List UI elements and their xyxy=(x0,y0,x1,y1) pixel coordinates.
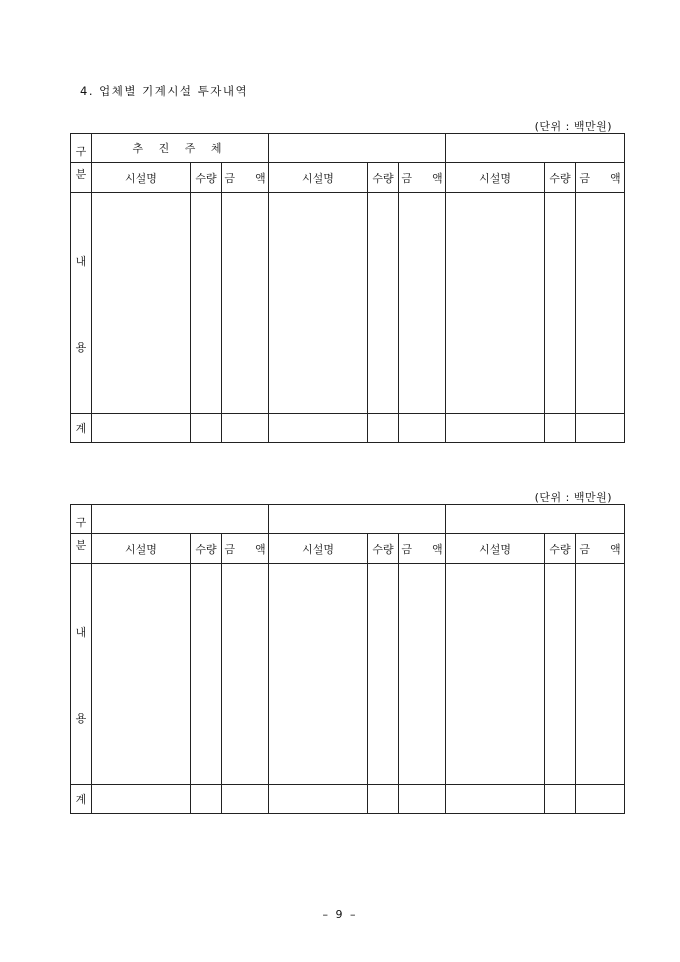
column-header-facility: 시설명 xyxy=(92,534,191,564)
column-header-qty: 수량 xyxy=(368,534,399,564)
group-header-cell xyxy=(92,505,269,534)
side-label-yong: 용 xyxy=(75,341,87,354)
page-number: – 9 – xyxy=(322,908,358,921)
group-header-cell: 추 진 주 체 xyxy=(92,134,269,163)
side-label-nae: 내 xyxy=(75,626,87,639)
content-cell xyxy=(545,193,576,414)
content-cell xyxy=(92,193,191,414)
content-cell xyxy=(92,564,191,785)
total-cell xyxy=(222,414,269,443)
investment-table-1 xyxy=(70,133,625,443)
content-cell xyxy=(399,193,446,414)
column-header-amount: 금 액 xyxy=(399,534,446,564)
content-cell xyxy=(446,193,545,414)
column-header-facility: 시설명 xyxy=(92,163,191,193)
total-cell xyxy=(269,414,368,443)
group-header-cell xyxy=(269,505,446,534)
total-cell xyxy=(92,414,191,443)
column-header-facility: 시설명 xyxy=(446,534,545,564)
side-label-total: 계 xyxy=(71,414,92,443)
side-label-content xyxy=(71,193,92,414)
content-cell xyxy=(576,193,625,414)
side-label-content xyxy=(71,564,92,785)
column-header-facility: 시설명 xyxy=(269,163,368,193)
side-label-total: 계 xyxy=(71,785,92,814)
column-header-amount: 금 액 xyxy=(222,163,269,193)
total-cell xyxy=(446,414,545,443)
content-cell xyxy=(269,193,368,414)
column-header-qty: 수량 xyxy=(368,163,399,193)
side-label-bun: 분 xyxy=(71,534,92,564)
group-header-cell xyxy=(446,134,625,163)
side-label-yong: 용 xyxy=(75,712,87,725)
content-cell xyxy=(368,193,399,414)
total-cell xyxy=(92,785,191,814)
total-cell xyxy=(576,414,625,443)
total-cell xyxy=(368,414,399,443)
total-cell xyxy=(399,785,446,814)
column-header-qty: 수량 xyxy=(191,534,222,564)
total-cell xyxy=(446,785,545,814)
total-cell xyxy=(576,785,625,814)
section-heading: 4. 업체별 기계시설 투자내역 xyxy=(80,84,249,98)
side-label-gu: 구 xyxy=(71,134,92,163)
total-cell xyxy=(545,414,576,443)
total-cell xyxy=(399,414,446,443)
side-label-gu: 구 xyxy=(71,505,92,534)
content-cell xyxy=(576,564,625,785)
content-cell xyxy=(399,564,446,785)
total-cell xyxy=(545,785,576,814)
content-cell xyxy=(191,193,222,414)
group-header-cell xyxy=(269,134,446,163)
column-header-amount: 금 액 xyxy=(222,534,269,564)
column-header-amount: 금 액 xyxy=(576,163,625,193)
total-cell xyxy=(368,785,399,814)
investment-table-2 xyxy=(70,504,625,814)
column-header-amount: 금 액 xyxy=(399,163,446,193)
side-label-nae: 내 xyxy=(75,255,87,268)
side-label-bun: 분 xyxy=(71,163,92,193)
unit-label: (단위 : 백만원) xyxy=(534,491,612,504)
total-cell xyxy=(222,785,269,814)
total-cell xyxy=(191,414,222,443)
column-header-facility: 시설명 xyxy=(446,163,545,193)
total-cell xyxy=(269,785,368,814)
content-cell xyxy=(222,564,269,785)
total-cell xyxy=(191,785,222,814)
content-cell xyxy=(446,564,545,785)
group-header-cell xyxy=(446,505,625,534)
column-header-qty: 수량 xyxy=(545,163,576,193)
column-header-amount: 금 액 xyxy=(576,534,625,564)
content-cell xyxy=(545,564,576,785)
column-header-facility: 시설명 xyxy=(269,534,368,564)
content-cell xyxy=(269,564,368,785)
unit-label: (단위 : 백만원) xyxy=(534,120,612,133)
column-header-qty: 수량 xyxy=(191,163,222,193)
column-header-qty: 수량 xyxy=(545,534,576,564)
content-cell xyxy=(222,193,269,414)
content-cell xyxy=(191,564,222,785)
content-cell xyxy=(368,564,399,785)
